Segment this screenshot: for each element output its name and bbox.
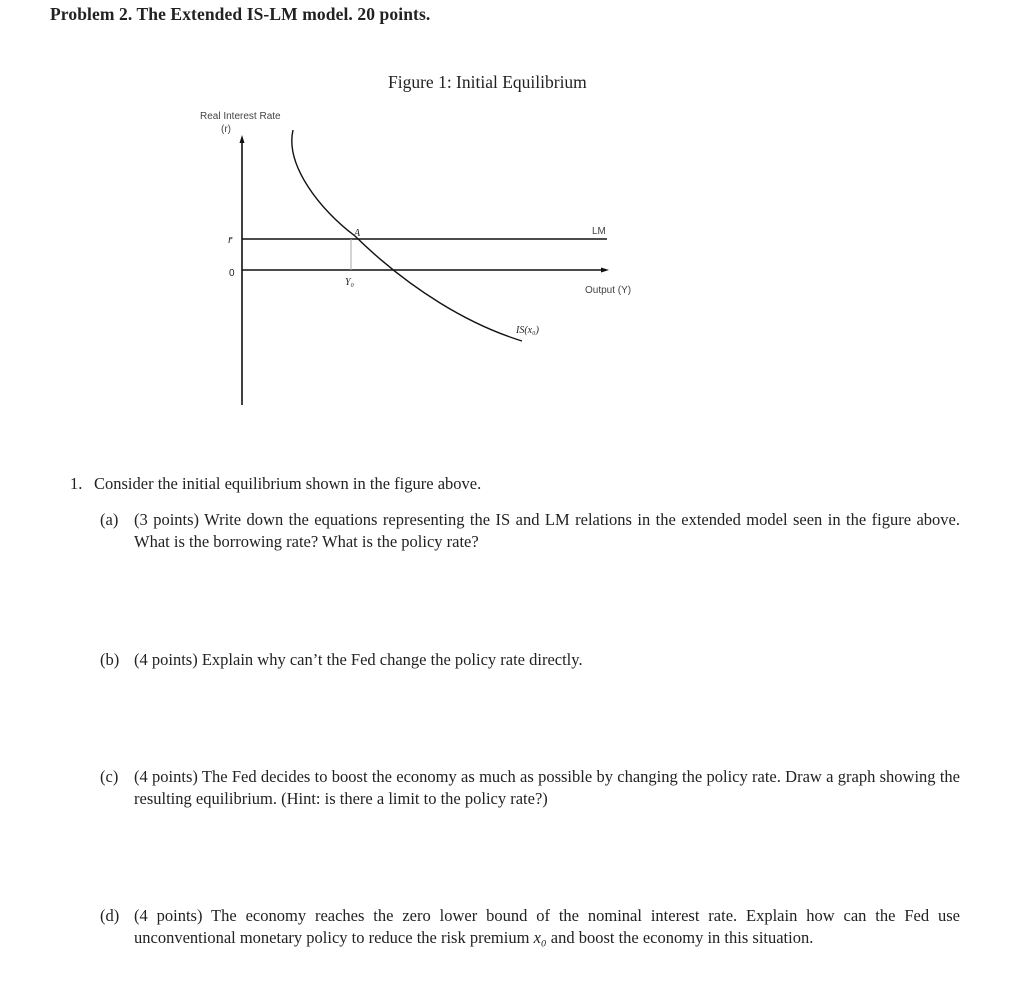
r-bar-label: r̄ <box>228 234 233 246</box>
problem-title: Problem 2. The Extended IS-LM model. 20 points. <box>50 4 431 24</box>
x-axis-label: Output (Y) <box>585 285 632 296</box>
is-label: IS(x₀) <box>516 325 539 336</box>
lm-label: LM <box>592 226 606 237</box>
question-1 <box>70 474 481 494</box>
question-1a-label: (a) <box>100 510 119 529</box>
question-1b-text: (4 points) Explain why can’t the Fed change the policy rate directly. <box>134 650 583 669</box>
question-1d-text-before: (4 points) The economy reaches the zero lower bound of the nominal interest rate. Explain how can the Fed use unconventional monetary policy to reduce the risk premium <box>134 906 960 947</box>
y-axis-label-r: (r) <box>221 124 231 135</box>
point-a-label: A <box>354 228 361 239</box>
y-axis-arrowhead <box>240 135 245 143</box>
question-1d <box>100 905 960 949</box>
question-1-text: Consider the initial equilibrium shown in the figure above. <box>94 474 482 493</box>
zero-label: 0 <box>229 268 235 279</box>
figure-caption: Figure 1: Initial Equilibrium <box>388 72 587 92</box>
question-1a-text: (3 points) Write down the equations representing the IS and LM relations in the extended model seen in the figure above. What is the borrowing rate? What is the policy rate? <box>134 510 960 551</box>
is-lm-figure <box>180 100 640 410</box>
y0-label: Y₀ <box>345 277 355 288</box>
risk-premium-symbol: x₀ <box>533 928 547 947</box>
question-1d-text <box>134 905 960 949</box>
is-curve <box>292 130 522 341</box>
question-1d-text-after: and boost the economy in this situation. <box>546 928 814 947</box>
y-axis-label: Real Interest Rate <box>200 111 281 122</box>
question-1a <box>100 509 960 553</box>
question-1c-label: (c) <box>100 767 119 786</box>
question-1b <box>100 649 960 671</box>
question-1d-label: (d) <box>100 906 120 925</box>
question-1-number: 1. <box>70 474 83 493</box>
x-axis-arrowhead <box>601 268 609 273</box>
question-1c-text: (4 points) The Fed decides to boost the economy as much as possible by changing the policy rate. Draw a graph showing the resulting equilibrium. (Hint: is there a limit to the policy rate?) <box>134 767 960 808</box>
question-1b-label: (b) <box>100 650 120 669</box>
question-1c <box>100 766 960 810</box>
